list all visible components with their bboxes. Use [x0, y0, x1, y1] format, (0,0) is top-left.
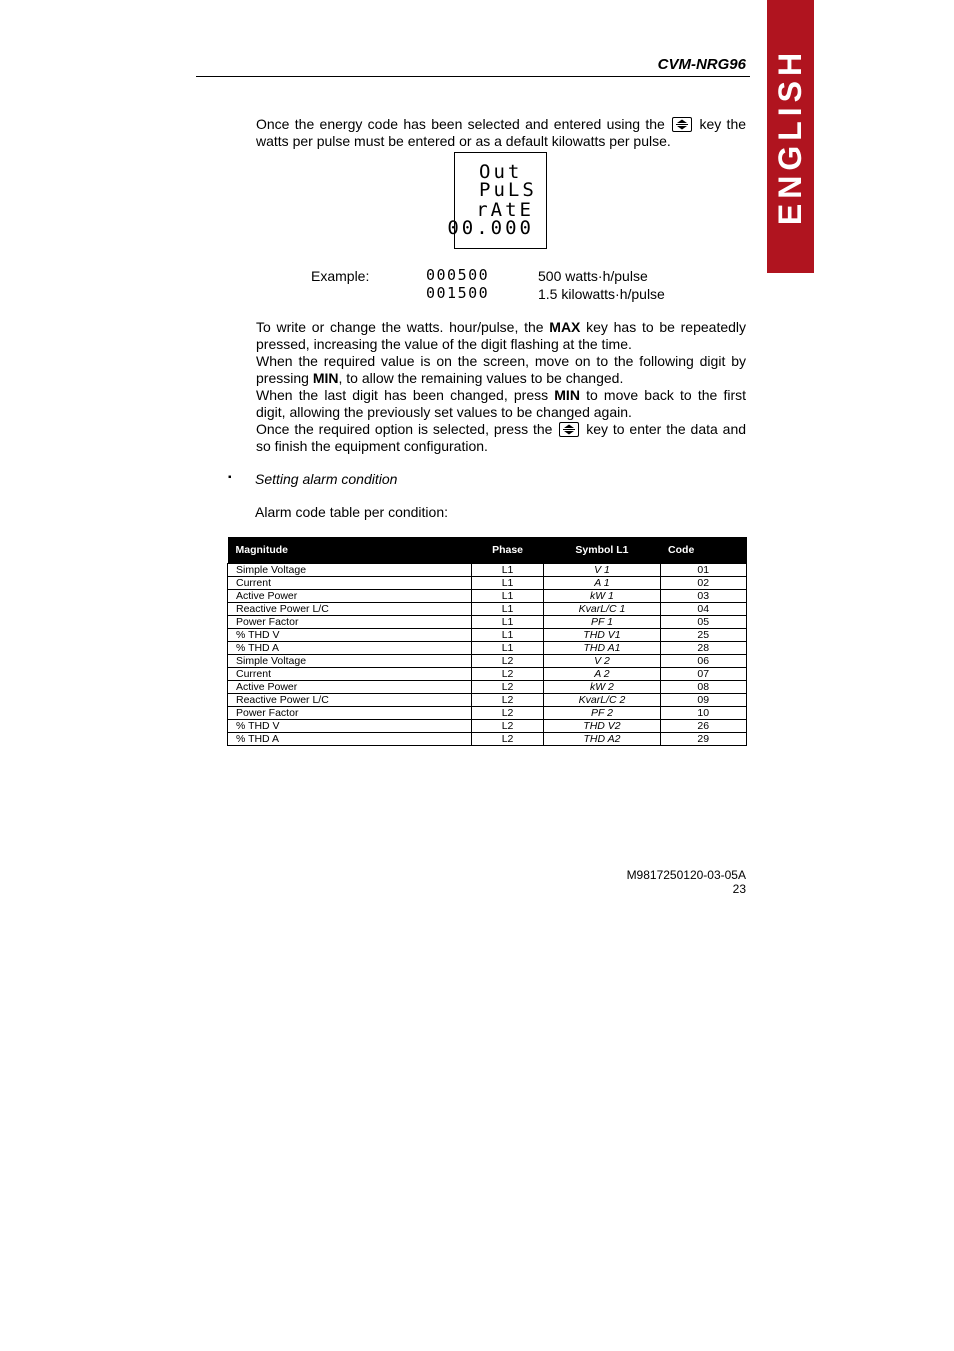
para1-after: key the watts per pulse must be entered or as a default kilowatts per pulse. — [256, 116, 747, 149]
paragraph-max-key — [256, 319, 746, 421]
cell-phase: L1 — [471, 590, 544, 603]
para3-before: Once the required option is selected, press the — [256, 421, 553, 437]
page-number: 23 — [732, 882, 746, 896]
table-row — [228, 564, 747, 577]
cell-phase: L1 — [471, 616, 544, 629]
lcd-line-2: PuLS — [479, 179, 537, 201]
header-code: Code — [660, 537, 746, 564]
min-key-label-2: MIN — [554, 387, 580, 403]
max-key-label: MAX — [549, 319, 581, 335]
footer — [627, 868, 746, 896]
header-symbol: Symbol L1 — [544, 537, 660, 564]
lcd-line-4: 00.000 — [447, 217, 534, 239]
cell-phase: L2 — [471, 668, 544, 681]
table-row — [228, 720, 747, 733]
table-row — [228, 694, 747, 707]
bullet-icon: ▪ — [228, 472, 232, 483]
cell-symbol: kW 1 — [544, 590, 660, 603]
cell-phase: L1 — [471, 577, 544, 590]
para3-after: key to enter the data and so finish the equipment configuration. — [256, 421, 747, 454]
cell-magnitude: Current — [228, 577, 472, 590]
table-row — [228, 590, 747, 603]
cell-symbol: PF 2 — [544, 707, 660, 720]
cell-symbol: kW 2 — [544, 681, 660, 694]
cell-symbol: THD A1 — [544, 642, 660, 655]
cell-code: 05 — [660, 616, 746, 629]
enter-key-icon — [672, 117, 692, 132]
table-intro: Alarm code table per condition: — [255, 504, 448, 520]
cell-symbol: THD V1 — [544, 629, 660, 642]
cell-magnitude: Simple Voltage — [228, 655, 472, 668]
cell-code: 04 — [660, 603, 746, 616]
cell-phase: L2 — [471, 655, 544, 668]
cell-magnitude: Power Factor — [228, 616, 472, 629]
cell-phase: L2 — [471, 681, 544, 694]
table-row — [228, 616, 747, 629]
paragraph-enter-data — [256, 421, 746, 455]
example-label: Example: — [311, 268, 370, 284]
cell-magnitude: Active Power — [228, 590, 472, 603]
cell-code: 29 — [660, 733, 746, 746]
cell-code: 06 — [660, 655, 746, 668]
cell-magnitude: % THD V — [228, 720, 472, 733]
doc-code: M9817250120-03-05A — [626, 868, 746, 882]
cell-symbol: KvarL/C 2 — [544, 694, 660, 707]
table-header-row — [228, 537, 747, 564]
cell-code: 07 — [660, 668, 746, 681]
table-row — [228, 681, 747, 694]
language-tab — [767, 0, 814, 273]
cell-symbol: A 2 — [544, 668, 660, 681]
header-title: CVM-NRG96 — [657, 56, 746, 73]
lcd-display — [447, 152, 547, 249]
cell-phase: L1 — [471, 642, 544, 655]
cell-magnitude: % THD A — [228, 642, 472, 655]
cell-magnitude: Active Power — [228, 681, 472, 694]
cell-phase: L2 — [471, 707, 544, 720]
para1-before: Once the energy code has been selected and entered using the — [256, 116, 665, 132]
para2-text-3: When the required value is on the screen, move on to the following digit by pressing — [256, 353, 746, 386]
example-desc-2: 1.5 kilowatts·h/pulse — [538, 286, 665, 302]
alarm-table-body — [228, 564, 747, 746]
cell-symbol: V 2 — [544, 655, 660, 668]
cell-magnitude: Simple Voltage — [228, 564, 472, 577]
cell-code: 03 — [660, 590, 746, 603]
language-tab-label: ENGLISH — [772, 47, 809, 226]
cell-symbol: PF 1 — [544, 616, 660, 629]
para2-text-5: When the last digit has been changed, press — [256, 387, 549, 403]
cell-code: 08 — [660, 681, 746, 694]
cell-phase: L2 — [471, 733, 544, 746]
cell-phase: L2 — [471, 694, 544, 707]
example-code-1: 000500 — [426, 266, 490, 284]
cell-code: 02 — [660, 577, 746, 590]
table-row — [228, 733, 747, 746]
cell-code: 10 — [660, 707, 746, 720]
enter-key-icon — [559, 422, 579, 437]
cell-phase: L1 — [471, 564, 544, 577]
example-desc-1: 500 watts·h/pulse — [538, 268, 648, 284]
min-key-label-1: MIN — [312, 370, 339, 386]
table-row — [228, 577, 747, 590]
lcd-line-1: Out — [479, 161, 523, 183]
cell-magnitude: % THD A — [228, 733, 472, 746]
cell-phase: L1 — [471, 603, 544, 616]
para2-text-6: to move back to the first digit, allowing the previously set values to be changed again. — [256, 387, 747, 420]
lcd-line-3: rAtE — [476, 199, 534, 221]
cell-code: 01 — [660, 564, 746, 577]
table-row — [228, 707, 747, 720]
table-row — [228, 642, 747, 655]
cell-magnitude: % THD V — [228, 629, 472, 642]
cell-code: 09 — [660, 694, 746, 707]
cell-symbol: A 1 — [544, 577, 660, 590]
cell-magnitude: Current — [228, 668, 472, 681]
para2-text-4: , to allow the remaining values to be changed. — [338, 370, 624, 386]
cell-code: 28 — [660, 642, 746, 655]
table-row — [228, 603, 747, 616]
header-rule — [196, 76, 750, 77]
section-title: Setting alarm condition — [255, 471, 398, 487]
cell-code: 25 — [660, 629, 746, 642]
cell-magnitude: Power Factor — [228, 707, 472, 720]
alarm-code-table — [227, 537, 747, 746]
cell-symbol: KvarL/C 1 — [544, 603, 660, 616]
example-code-2: 001500 — [426, 284, 490, 302]
paragraph-energy-code — [256, 116, 746, 150]
cell-symbol: V 1 — [544, 564, 660, 577]
table-row — [228, 629, 747, 642]
cell-symbol: THD V2 — [544, 720, 660, 733]
cell-phase: L2 — [471, 720, 544, 733]
cell-magnitude: Reactive Power L/C — [228, 694, 472, 707]
cell-magnitude: Reactive Power L/C — [228, 603, 472, 616]
table-row — [228, 668, 747, 681]
para2-text-2: key has to be repeatedly pressed, increasing the value of the digit flashing at the time. — [256, 319, 747, 352]
para2-text-1: To write or change the watts. hour/pulse, the — [256, 319, 544, 335]
cell-symbol: THD A2 — [544, 733, 660, 746]
table-row — [228, 655, 747, 668]
header-magnitude: Magnitude — [228, 537, 472, 564]
cell-code: 26 — [660, 720, 746, 733]
header-phase: Phase — [471, 537, 544, 564]
cell-phase: L1 — [471, 629, 544, 642]
